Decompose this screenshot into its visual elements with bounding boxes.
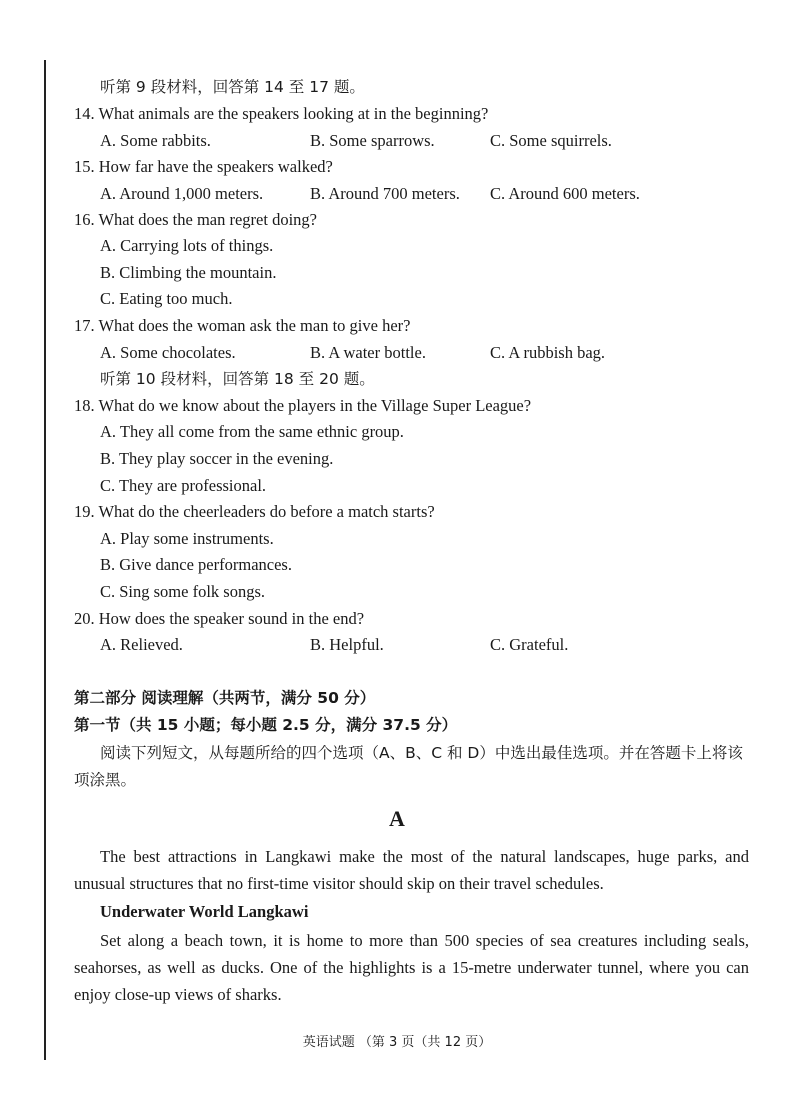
question-20-option-c: C. Grateful. bbox=[490, 635, 569, 654]
question-19-option-b: B. Give dance performances. bbox=[100, 555, 292, 574]
section-9-intro: 听第 9 段材料，回答第 14 至 17 题。 bbox=[100, 78, 365, 96]
question-20-stem: 20. How does the speaker sound in the end? bbox=[74, 609, 365, 628]
passage-body-paragraph: Set along a beach town, it is home to more than 500 species of sea creatures including seals, seahorses, as well as ducks. One of the highlights is a 15-metre underwater tunnel, where you can enjoy close-up views of sharks. bbox=[74, 931, 749, 1004]
question-17-option-b: B. A water bottle. bbox=[310, 343, 426, 362]
passage-intro-paragraph: The best attractions in Langkawi make the most of the natural landscapes, huge parks, and unusual structures that no first-time visitor should skip on their travel schedules. bbox=[74, 847, 749, 893]
question-15-option-c: C. Around 600 meters. bbox=[490, 184, 640, 203]
passage-letter: A bbox=[389, 806, 405, 831]
question-19-stem: 19. What do the cheerleaders do before a match starts? bbox=[74, 502, 435, 521]
question-19-option-c: C. Sing some folk songs. bbox=[100, 582, 266, 601]
question-14-option-a: A. Some rabbits. bbox=[100, 131, 211, 150]
page-footer: 英语试题 （第 3 页（共 12 页） bbox=[302, 1035, 492, 1050]
question-16-stem: 16. What does the man regret doing? bbox=[74, 210, 317, 229]
passage-subheading: Underwater World Langkawi bbox=[100, 902, 309, 921]
question-20-option-b: B. Helpful. bbox=[310, 635, 384, 654]
reading-section-heading: 第一节（共 15 小题；每小题 2.5 分，满分 37.5 分） bbox=[74, 716, 458, 734]
question-16-option-a: A. Carrying lots of things. bbox=[100, 236, 274, 255]
question-19-option-a: A. Play some instruments. bbox=[100, 529, 274, 548]
question-16-option-b: B. Climbing the mountain. bbox=[100, 263, 277, 282]
question-18-option-c: C. They are professional. bbox=[100, 476, 267, 495]
binding-margin-line bbox=[44, 60, 46, 1060]
question-14-stem: 14. What animals are the speakers looking at in the beginning? bbox=[74, 104, 489, 123]
section-10-intro: 听第 10 段材料，回答第 18 至 20 题。 bbox=[100, 370, 375, 388]
question-17-option-a: A. Some chocolates. bbox=[100, 343, 236, 362]
question-18-stem: 18. What do we know about the players in the Village Super League? bbox=[74, 396, 532, 415]
question-14-option-c: C. Some squirrels. bbox=[490, 131, 612, 150]
question-15-stem: 15. How far have the speakers walked? bbox=[74, 157, 333, 176]
question-18-option-b: B. They play soccer in the evening. bbox=[100, 449, 334, 468]
question-14-option-b: B. Some sparrows. bbox=[310, 131, 435, 150]
question-15-option-a: A. Around 1,000 meters. bbox=[100, 184, 264, 203]
question-16-option-c: C. Eating too much. bbox=[100, 289, 233, 308]
question-20-option-a: A. Relieved. bbox=[100, 635, 183, 654]
question-17-option-c: C. A rubbish bag. bbox=[490, 343, 606, 362]
question-15-option-b: B. Around 700 meters. bbox=[310, 184, 460, 203]
reading-instructions: 阅读下列短文，从每题所给的四个选项（A、B、C 和 D）中选出最佳选项。并在答题卡上将该项涂黑。 bbox=[74, 744, 743, 789]
question-18-option-a: A. They all come from the same ethnic group. bbox=[100, 422, 404, 441]
reading-part-heading: 第二部分 阅读理解（共两节，满分 50 分） bbox=[74, 689, 376, 707]
question-17-stem: 17. What does the woman ask the man to give her? bbox=[74, 316, 411, 335]
